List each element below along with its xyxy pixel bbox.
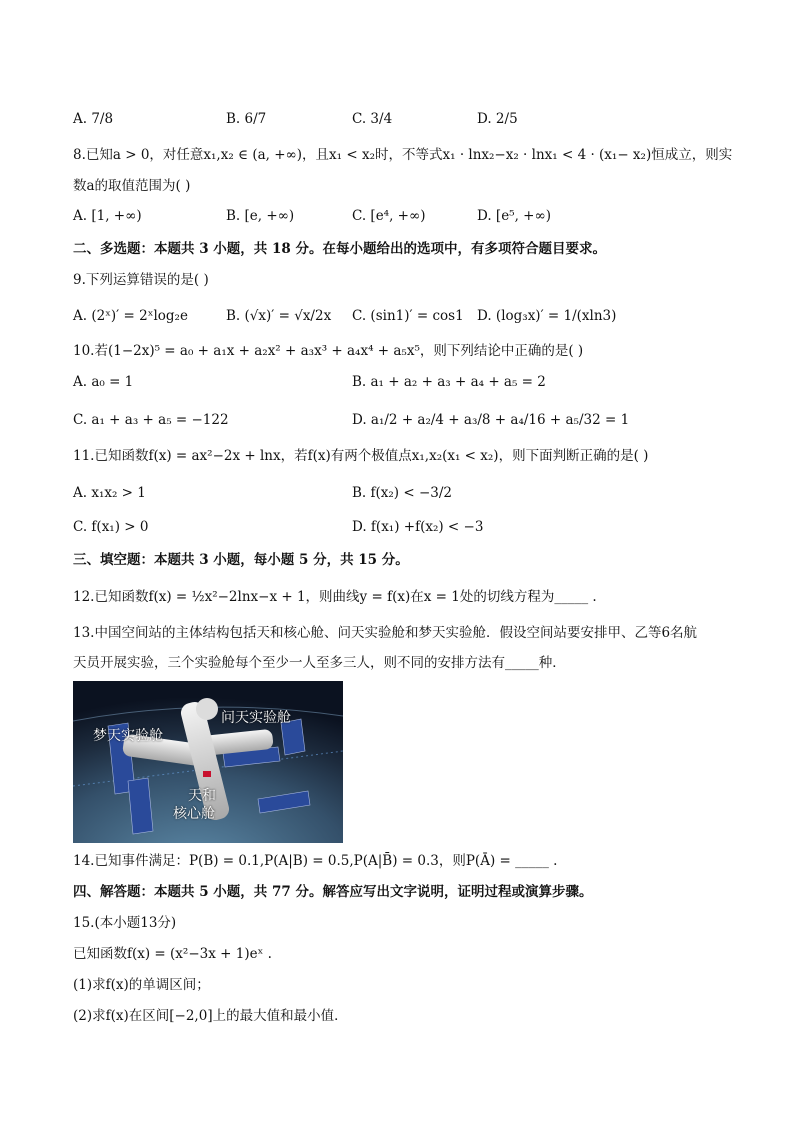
q7-option-a: A. 7/8 xyxy=(73,111,114,127)
q7-option-b: B. 6/7 xyxy=(226,111,267,127)
section-heading-multiple-choice: 二、多选题：本题共 3 小题，共 18 分。在每小题给出的选项中，有多项符合题目要求。 xyxy=(73,241,606,257)
label-mengtian: 梦天实验舱 xyxy=(93,728,163,744)
q11-option-d: D. f(x₁) +f(x₂) < −3 xyxy=(352,519,484,535)
label-tianhe-line1: 天和 xyxy=(188,788,216,804)
section-heading-free-response: 四、解答题：本题共 5 小题，共 77 分。解答应写出文字说明，证明过程或演算步骤。 xyxy=(73,884,593,900)
q10-option-c: C. a₁ + a₃ + a₅ = −122 xyxy=(73,412,229,428)
q11-stem: 11.已知函数f(x) = ax²−2x + lnx，若f(x)有两个极值点x₁,x₂(x₁ < x₂)，则下面判断正确的是( ) xyxy=(73,448,649,464)
q7-option-d: D. 2/5 xyxy=(477,111,518,127)
q8-option-c: C. [e⁴, +∞) xyxy=(352,208,426,224)
q8-stem-line2: 数a的取值范围为( ) xyxy=(73,178,191,194)
q9-option-d: D. (log₃x)′ = 1/(xln3) xyxy=(477,308,617,324)
q8-stem-line1: 8.已知a > 0，对任意x₁,x₂ ∈ (a, +∞)，且x₁ < x₂时，不等式x₁ · lnx₂−x₂ · lnx₁ < 4 · (x₁− x₂)恒成立，则实 xyxy=(73,147,733,163)
q15-part2: (2)求f(x)在区间[−2,0]上的最大值和最小值． xyxy=(73,1008,348,1024)
q10-stem: 10.若(1−2x)⁵ = a₀ + a₁x + a₂x² + a₃x³ + a₄x⁴ + a₅x⁵，则下列结论中正确的是( ) xyxy=(73,343,584,359)
q8-option-a: A. [1, +∞) xyxy=(73,208,142,224)
q14-stem: 14.已知事件满足：P(B) = 0.1,P(A|B) = 0.5,P(A|B̄) = 0.3，则P(Ā) = _____ . xyxy=(73,853,558,869)
section-heading-fill-in: 三、填空题：本题共 3 小题，每小题 5 分，共 15 分。 xyxy=(73,552,409,568)
q9-option-b: B. (√x)′ = √x/2x xyxy=(226,308,332,324)
space-station-image xyxy=(73,681,343,843)
q15-part1: (1)求f(x)的单调区间； xyxy=(73,977,210,993)
label-tianhe-line2: 核心舱 xyxy=(173,806,215,822)
q10-option-d: D. a₁/2 + a₂/4 + a₃/8 + a₄/16 + a₅/32 = 1 xyxy=(352,412,630,428)
label-wentian: 问天实验舱 xyxy=(221,710,291,726)
q10-option-b: B. a₁ + a₂ + a₃ + a₄ + a₅ = 2 xyxy=(352,374,546,390)
q15-stem: 已知函数f(x) = (x²−3x + 1)eˣ . xyxy=(73,946,272,962)
q9-option-a: A. (2ˣ)′ = 2ˣlog₂e xyxy=(73,308,188,324)
q8-option-b: B. [e, +∞) xyxy=(226,208,295,224)
q8-option-d: D. [e⁵, +∞) xyxy=(477,208,551,224)
q9-stem: 9.下列运算错误的是( ) xyxy=(73,272,209,288)
q15-header: 15.(本小题13分) xyxy=(73,915,177,931)
q11-option-a: A. x₁x₂ > 1 xyxy=(73,485,146,501)
q10-option-a: A. a₀ = 1 xyxy=(73,374,134,390)
q13-stem-line2: 天员开展实验，三个实验舱每个至少一人至多三人，则不同的安排方法有_____种． xyxy=(73,655,566,671)
q11-option-c: C. f(x₁) > 0 xyxy=(73,519,149,535)
q13-stem-line1: 13.中国空间站的主体结构包括天和核心舱、问天实验舱和梦天实验舱．假设空间站要安排甲、乙等6名航 xyxy=(73,625,698,641)
q7-option-c: C. 3/4 xyxy=(352,111,393,127)
q12-stem: 12.已知函数f(x) = ½x²−2lnx−x + 1，则曲线y = f(x)在x = 1处的切线方程为_____ . xyxy=(73,589,597,605)
q11-option-b: B. f(x₂) < −3/2 xyxy=(352,485,452,501)
q9-option-c: C. (sin1)′ = cos1 xyxy=(352,308,464,324)
